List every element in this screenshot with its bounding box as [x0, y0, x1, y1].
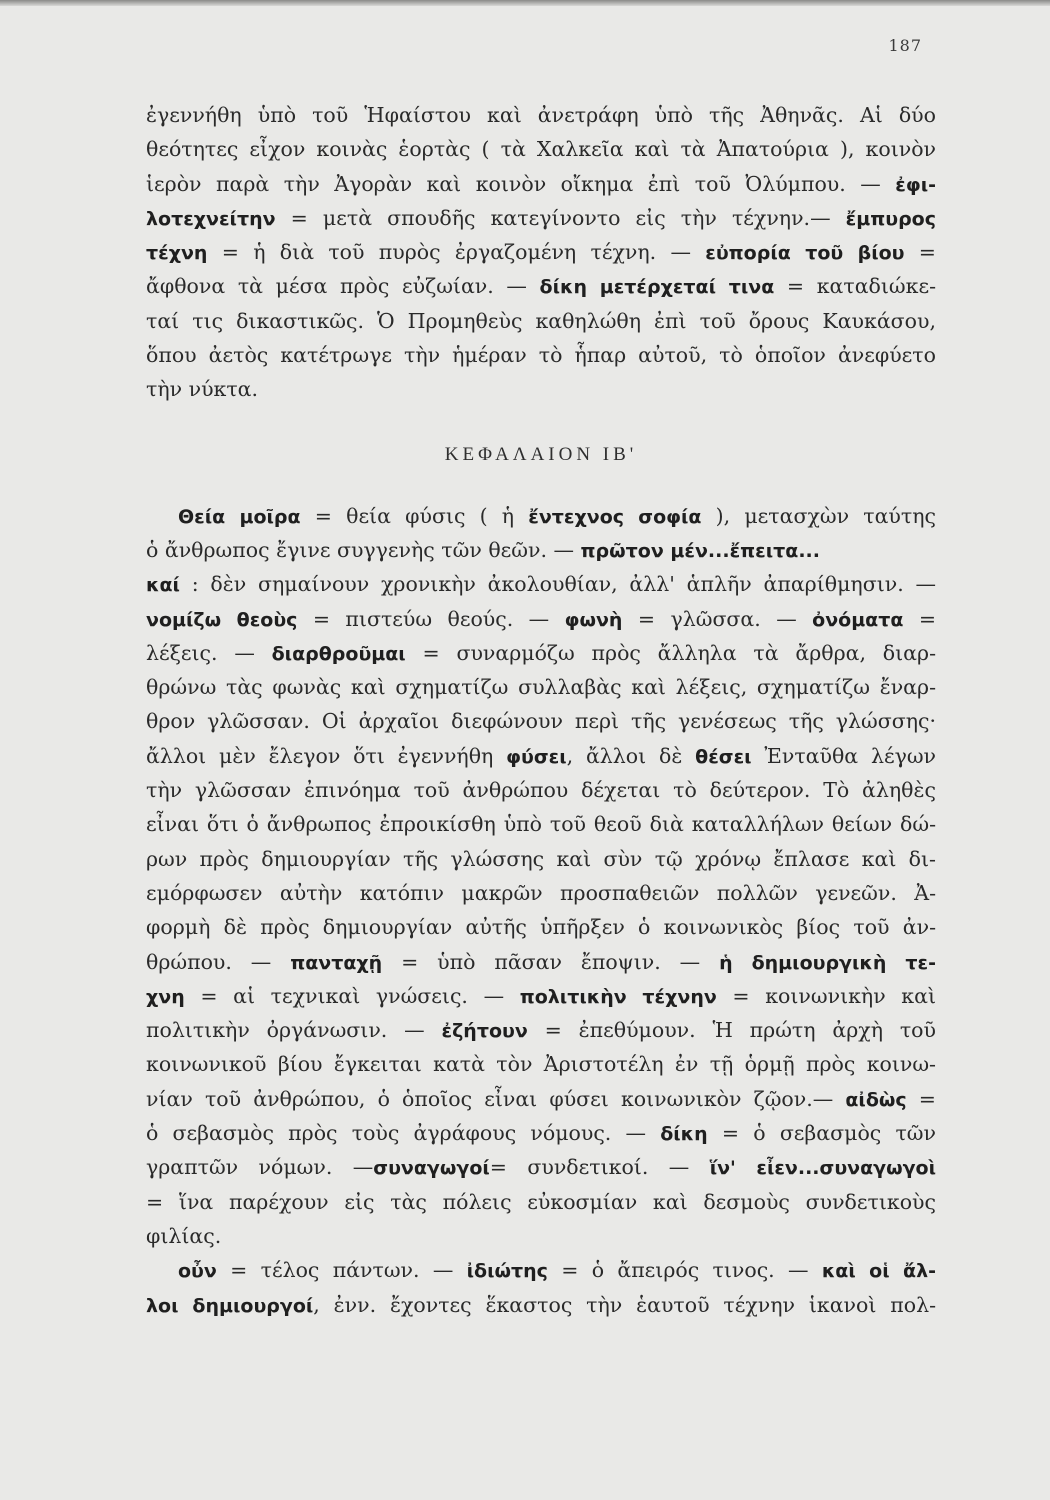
text-line [146, 372, 936, 406]
text-segment: νίαν τοῦ ἀνθρώπου, ὁ ὁποῖος εἶναι φύσει κοινωνικὸν ζῷον.— [146, 1086, 846, 1111]
text-line [146, 773, 936, 807]
glossary-term: τέχνη [146, 242, 208, 265]
text-line [146, 1253, 936, 1287]
glossary-term: πρῶτον μέν...ἔπειτα... [580, 539, 820, 562]
text-segment: : δὲν σημαίνουν χρονικὴν ἀκολουθίαν, ἀλλ' ἁπλῆν ἀπαρίθμησιν. — [179, 572, 936, 597]
text-segment: = [903, 606, 937, 631]
text-line [146, 842, 936, 876]
glossary-term: λοτεχνείτην [146, 207, 276, 230]
glossary-term: Θεία μοῖρα [178, 505, 301, 528]
glossary-term: συναγωγοί [373, 1157, 490, 1180]
glossary-term: αἰδὼς [845, 1088, 907, 1111]
glossary-term: δίκη [660, 1123, 708, 1146]
glossary-term: ἐζήτουν [441, 1020, 528, 1043]
text-line [146, 910, 936, 944]
text-segment: = γλῶσσα. — [622, 606, 813, 631]
text-segment: = ἡ διὰ τοῦ πυρὸς ἐργαζομένη τέχνη. — [207, 240, 706, 265]
text-line [146, 167, 936, 201]
text-segment: φορμὴ δὲ πρὸς δημιουργίαν αὐτῆς ὑπῆρξεν ὁ κοινωνικὸς βίος τοῦ ἀν- [146, 915, 936, 940]
text-segment: ), μετασχὼν ταύτης [701, 503, 936, 528]
text-segment: θρώπου. — [146, 949, 291, 974]
glossary-term: ἰδιώτης [466, 1260, 548, 1283]
text-segment: γραπτῶν νόμων. — [146, 1155, 374, 1180]
body-text [146, 98, 936, 1322]
text-segment: ὁ σεβασμὸς πρὸς τοὺς ἀγράφους νόμους. — [146, 1121, 661, 1146]
glossary-term: ὀνόματα [812, 608, 904, 631]
paragraph-3 [146, 1253, 936, 1322]
glossary-term: καί [146, 574, 180, 597]
chapter-heading: ΚΕΦΑΛΑΙΟΝ ΙΒ' [444, 443, 638, 465]
text-segment: ταί τις δικαστικῶς. Ὁ Προμηθεὺς καθηλώθη ἐπὶ τοῦ ὄρους Καυκάσου, [146, 308, 936, 333]
text-line [146, 98, 936, 132]
text-line [146, 1082, 936, 1116]
text-segment: = ὁ ἄπειρός τινος. — [547, 1258, 822, 1283]
text-line [146, 670, 936, 704]
text-line [146, 1185, 936, 1219]
text-segment: = ὑπὸ πᾶσαν ἔποψιν. — [382, 949, 720, 974]
page-number: 187 [888, 36, 922, 55]
glossary-term: φωνὴ [564, 608, 623, 631]
text-segment: εἶναι ὅτι ὁ ἄνθρωπος ἐπροικίσθη ὑπὸ τοῦ θεοῦ διὰ καταλλήλων θείων δώ- [146, 812, 936, 837]
glossary-term: ἐφι- [895, 173, 936, 196]
text-segment: ρων πρὸς δημιουργίαν τῆς γλώσσης καὶ σὺν τῷ χρόνῳ ἔπλασε καὶ δι- [146, 846, 936, 871]
page-top-edge [0, 0, 1050, 6]
glossary-term: δίκη μετέρχεταί τινα [539, 276, 775, 299]
text-segment: = αἱ τεχνικαὶ γνώσεις. — [184, 983, 520, 1008]
text-segment: ὅπου ἀετὸς κατέτρωγε τὴν ἡμέραν τὸ ἧπαρ αὐτοῦ, τὸ ὁποῖον ἀνεφύετο [146, 343, 936, 368]
text-segment: = τέλος πάντων. — [216, 1258, 467, 1283]
text-line [146, 704, 936, 738]
text-line [146, 201, 936, 235]
text-segment: , ἄλλοι δὲ [566, 743, 696, 768]
text-segment: = κοινωνικὴν καὶ [716, 983, 936, 1008]
text-segment: εμόρφωσεν αὐτὴν κατόπιν μακρῶν προσπαθειῶν πολλῶν γενεῶν. Ἀ- [146, 880, 936, 905]
text-line [146, 876, 936, 910]
text-segment: ἱερὸν παρὰ τὴν Ἀγορὰν καὶ κοινὸν οἴκημα ἐπὶ τοῦ Ὀλύμπου. — [146, 171, 896, 196]
glossary-term: θέσει [695, 745, 752, 768]
text-segment: τὴν γλῶσσαν ἐπινόημα τοῦ ἀνθρώπου δέχεται τὸ δεύτερον. Τὸ ἀληθὲς [146, 778, 936, 803]
glossary-term: ἔντεχνος σοφία [528, 505, 702, 528]
text-segment: φιλίας. [146, 1223, 222, 1248]
text-segment: κοινωνικοῦ βίου ἔγκειται κατὰ τὸν Ἀριστοτέλη ἐν τῇ ὁρμῇ πρὸς κοινω- [146, 1052, 936, 1077]
text-segment: = θεία φύσις ( ἡ [300, 503, 529, 528]
glossary-term: φύσει [506, 745, 567, 768]
text-segment: , ἐνν. ἔχοντες ἕκαστος τὴν ἑαυτοῦ τέχνην ἱκανοὶ πολ- [313, 1292, 936, 1317]
text-segment: = πιστεύω θεούς. — [297, 606, 565, 631]
glossary-term: πανταχῇ [290, 951, 383, 974]
text-line [146, 269, 936, 303]
text-segment: = μετὰ σπουδῆς κατεγίνοντο εἰς τὴν τέχνην.— [275, 205, 846, 230]
text-line [146, 636, 936, 670]
text-line [146, 739, 936, 773]
text-segment: = ὁ σεβασμὸς τῶν [707, 1121, 936, 1146]
glossary-term: ἵν' εἶεν...συναγωγοὶ [709, 1157, 936, 1180]
glossary-term: εὐπορία τοῦ βίου [705, 242, 905, 265]
text-line [146, 1047, 936, 1081]
text-segment: Ἐνταῦθα λέγων [751, 743, 937, 768]
text-segment: θρον γλῶσσαν. Οἱ ἀρχαῖοι διεφώνουν περὶ τῆς γενέσεως τῆς γλώσσης· [146, 709, 936, 734]
text-segment: = καταδιώκε- [774, 274, 936, 299]
text-segment: = [906, 1086, 936, 1111]
text-line [146, 602, 936, 636]
text-line [146, 304, 936, 338]
text-line [146, 132, 936, 166]
text-segment: θεότητες εἶχον κοινὰς ἑορτὰς ( τὰ Χαλκεῖα καὶ τὰ Ἀπατούρια ), κοινὸν [146, 137, 936, 162]
text-segment: λέξεις. — [146, 640, 272, 665]
text-segment: πολιτικὴν ὀργάνωσιν. — [146, 1018, 442, 1043]
text-line [146, 1219, 936, 1253]
glossary-term: πολιτικὴν τέχνην [519, 985, 717, 1008]
text-line [146, 1013, 936, 1047]
text-segment: ἄφθονα τὰ μέσα πρὸς εὐζωίαν. — [146, 274, 540, 299]
text-line [146, 567, 936, 601]
text-segment: = συνδετικοί. — [489, 1155, 710, 1180]
text-segment: = συναρμόζω πρὸς ἄλληλα τὰ ἄρθρα, διαρ- [405, 640, 936, 665]
text-line [146, 1288, 936, 1322]
paragraph-2 [146, 499, 936, 1254]
text-segment: = ἐπεθύμουν. Ἡ πρώτη ἀρχὴ τοῦ [527, 1018, 936, 1043]
text-segment: ἄλλοι μὲν ἔλεγον ὅτι ἐγεννήθη [146, 743, 507, 768]
text-segment: ἐγεννήθη ὑπὸ τοῦ Ἡφαίστου καὶ ἀνετράφη ὑπὸ τῆς Ἀθηνᾶς. Αἱ δύο [146, 103, 936, 127]
text-line [146, 533, 936, 567]
paragraph-1 [146, 98, 936, 407]
glossary-term: καὶ οἱ ἄλ- [821, 1260, 936, 1283]
text-line [146, 945, 936, 979]
text-segment: τὴν νύκτα. [146, 377, 259, 402]
glossary-term: νομίζω θεοὺς [146, 608, 298, 631]
glossary-term: οὖν [178, 1260, 217, 1283]
text-segment: = ἵνα παρέχουν εἰς τὰς πόλεις εὐκοσμίαν καὶ δεσμοὺς συνδετικοὺς [146, 1189, 936, 1214]
glossary-term: διαρθροῦμαι [271, 642, 406, 665]
text-segment: ὁ ἄνθρωπος ἔγινε συγγενὴς τῶν θεῶν. — [146, 537, 581, 562]
text-line [146, 807, 936, 841]
text-line [146, 338, 936, 372]
glossary-term: λοι δημιουργοί [146, 1294, 314, 1317]
text-line [146, 499, 936, 533]
glossary-term: ἡ δημιουργικὴ τε- [719, 951, 937, 974]
text-line [146, 235, 936, 269]
text-segment: = [904, 240, 936, 265]
text-line [146, 1150, 936, 1184]
text-line [146, 1116, 936, 1150]
text-line [146, 979, 936, 1013]
glossary-term: ἔμπυρος [845, 207, 936, 230]
glossary-term: χνη [146, 985, 185, 1008]
text-segment: θρώνω τὰς φωνὰς καὶ σχηματίζω συλλαβὰς καὶ λέξεις, σχηματίζω ἔναρ- [146, 675, 936, 700]
